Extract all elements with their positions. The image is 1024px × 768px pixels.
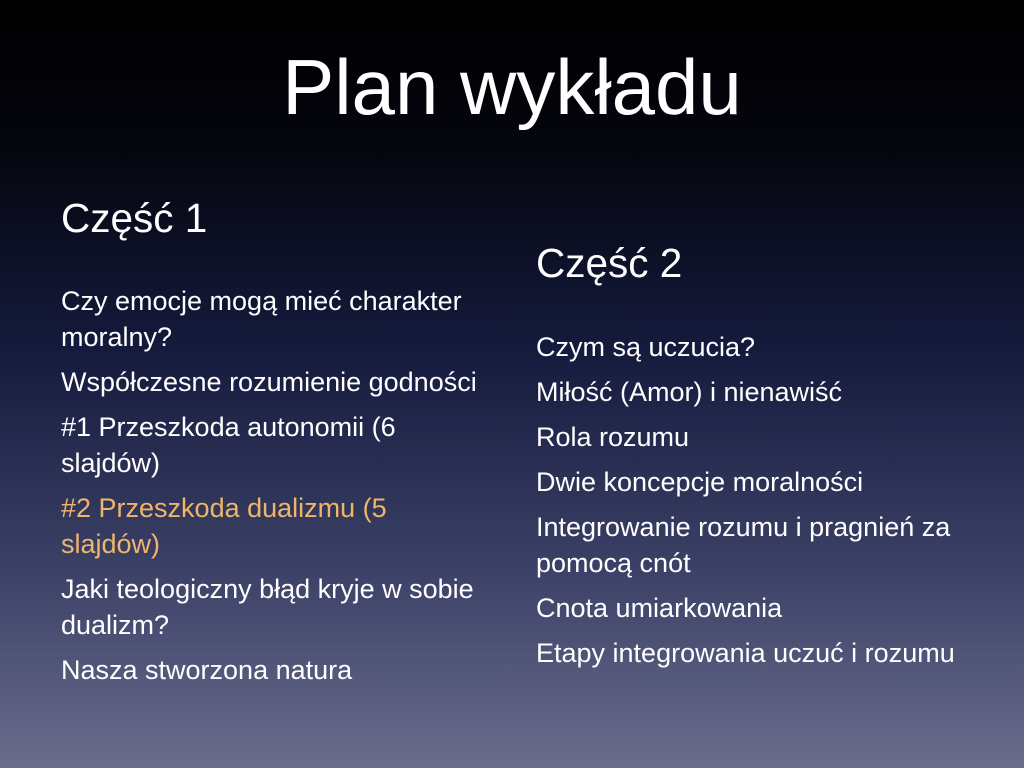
list-item: Dwie koncepcje moralności	[536, 467, 864, 497]
list-item: Nasza stworzona natura	[61, 655, 353, 685]
list-item: Jaki teologiczny błąd kryje w sobie dualizm?	[61, 574, 474, 640]
slide-title: Plan wykładu	[282, 43, 742, 131]
left-item-list	[61, 283, 481, 688]
list-item-highlighted: #2 Przeszkoda dualizmu (5 slajdów)	[61, 493, 387, 559]
left-column-heading: Część 1	[61, 195, 208, 241]
list-item: Cnota umiarkowania	[536, 593, 783, 623]
list-item: Integrowanie rozumu i pragnień za pomocą cnót	[536, 512, 951, 578]
right-item-list	[536, 329, 976, 671]
list-item: Rola rozumu	[536, 422, 690, 452]
left-column	[61, 196, 481, 697]
list-item: Czym są uczucia?	[536, 332, 756, 362]
right-column-heading: Część 2	[536, 240, 683, 286]
list-item: Współczesne rozumienie godności	[61, 367, 477, 397]
right-column	[536, 241, 976, 680]
list-item: Miłość (Amor) i nienawiść	[536, 377, 843, 407]
list-item: Czy emocje mogą mieć charakter moralny?	[61, 286, 462, 352]
list-item: Etapy integrowania uczuć i rozumu	[536, 638, 955, 668]
list-item: #1 Przeszkoda autonomii (6 slajdów)	[61, 412, 396, 478]
